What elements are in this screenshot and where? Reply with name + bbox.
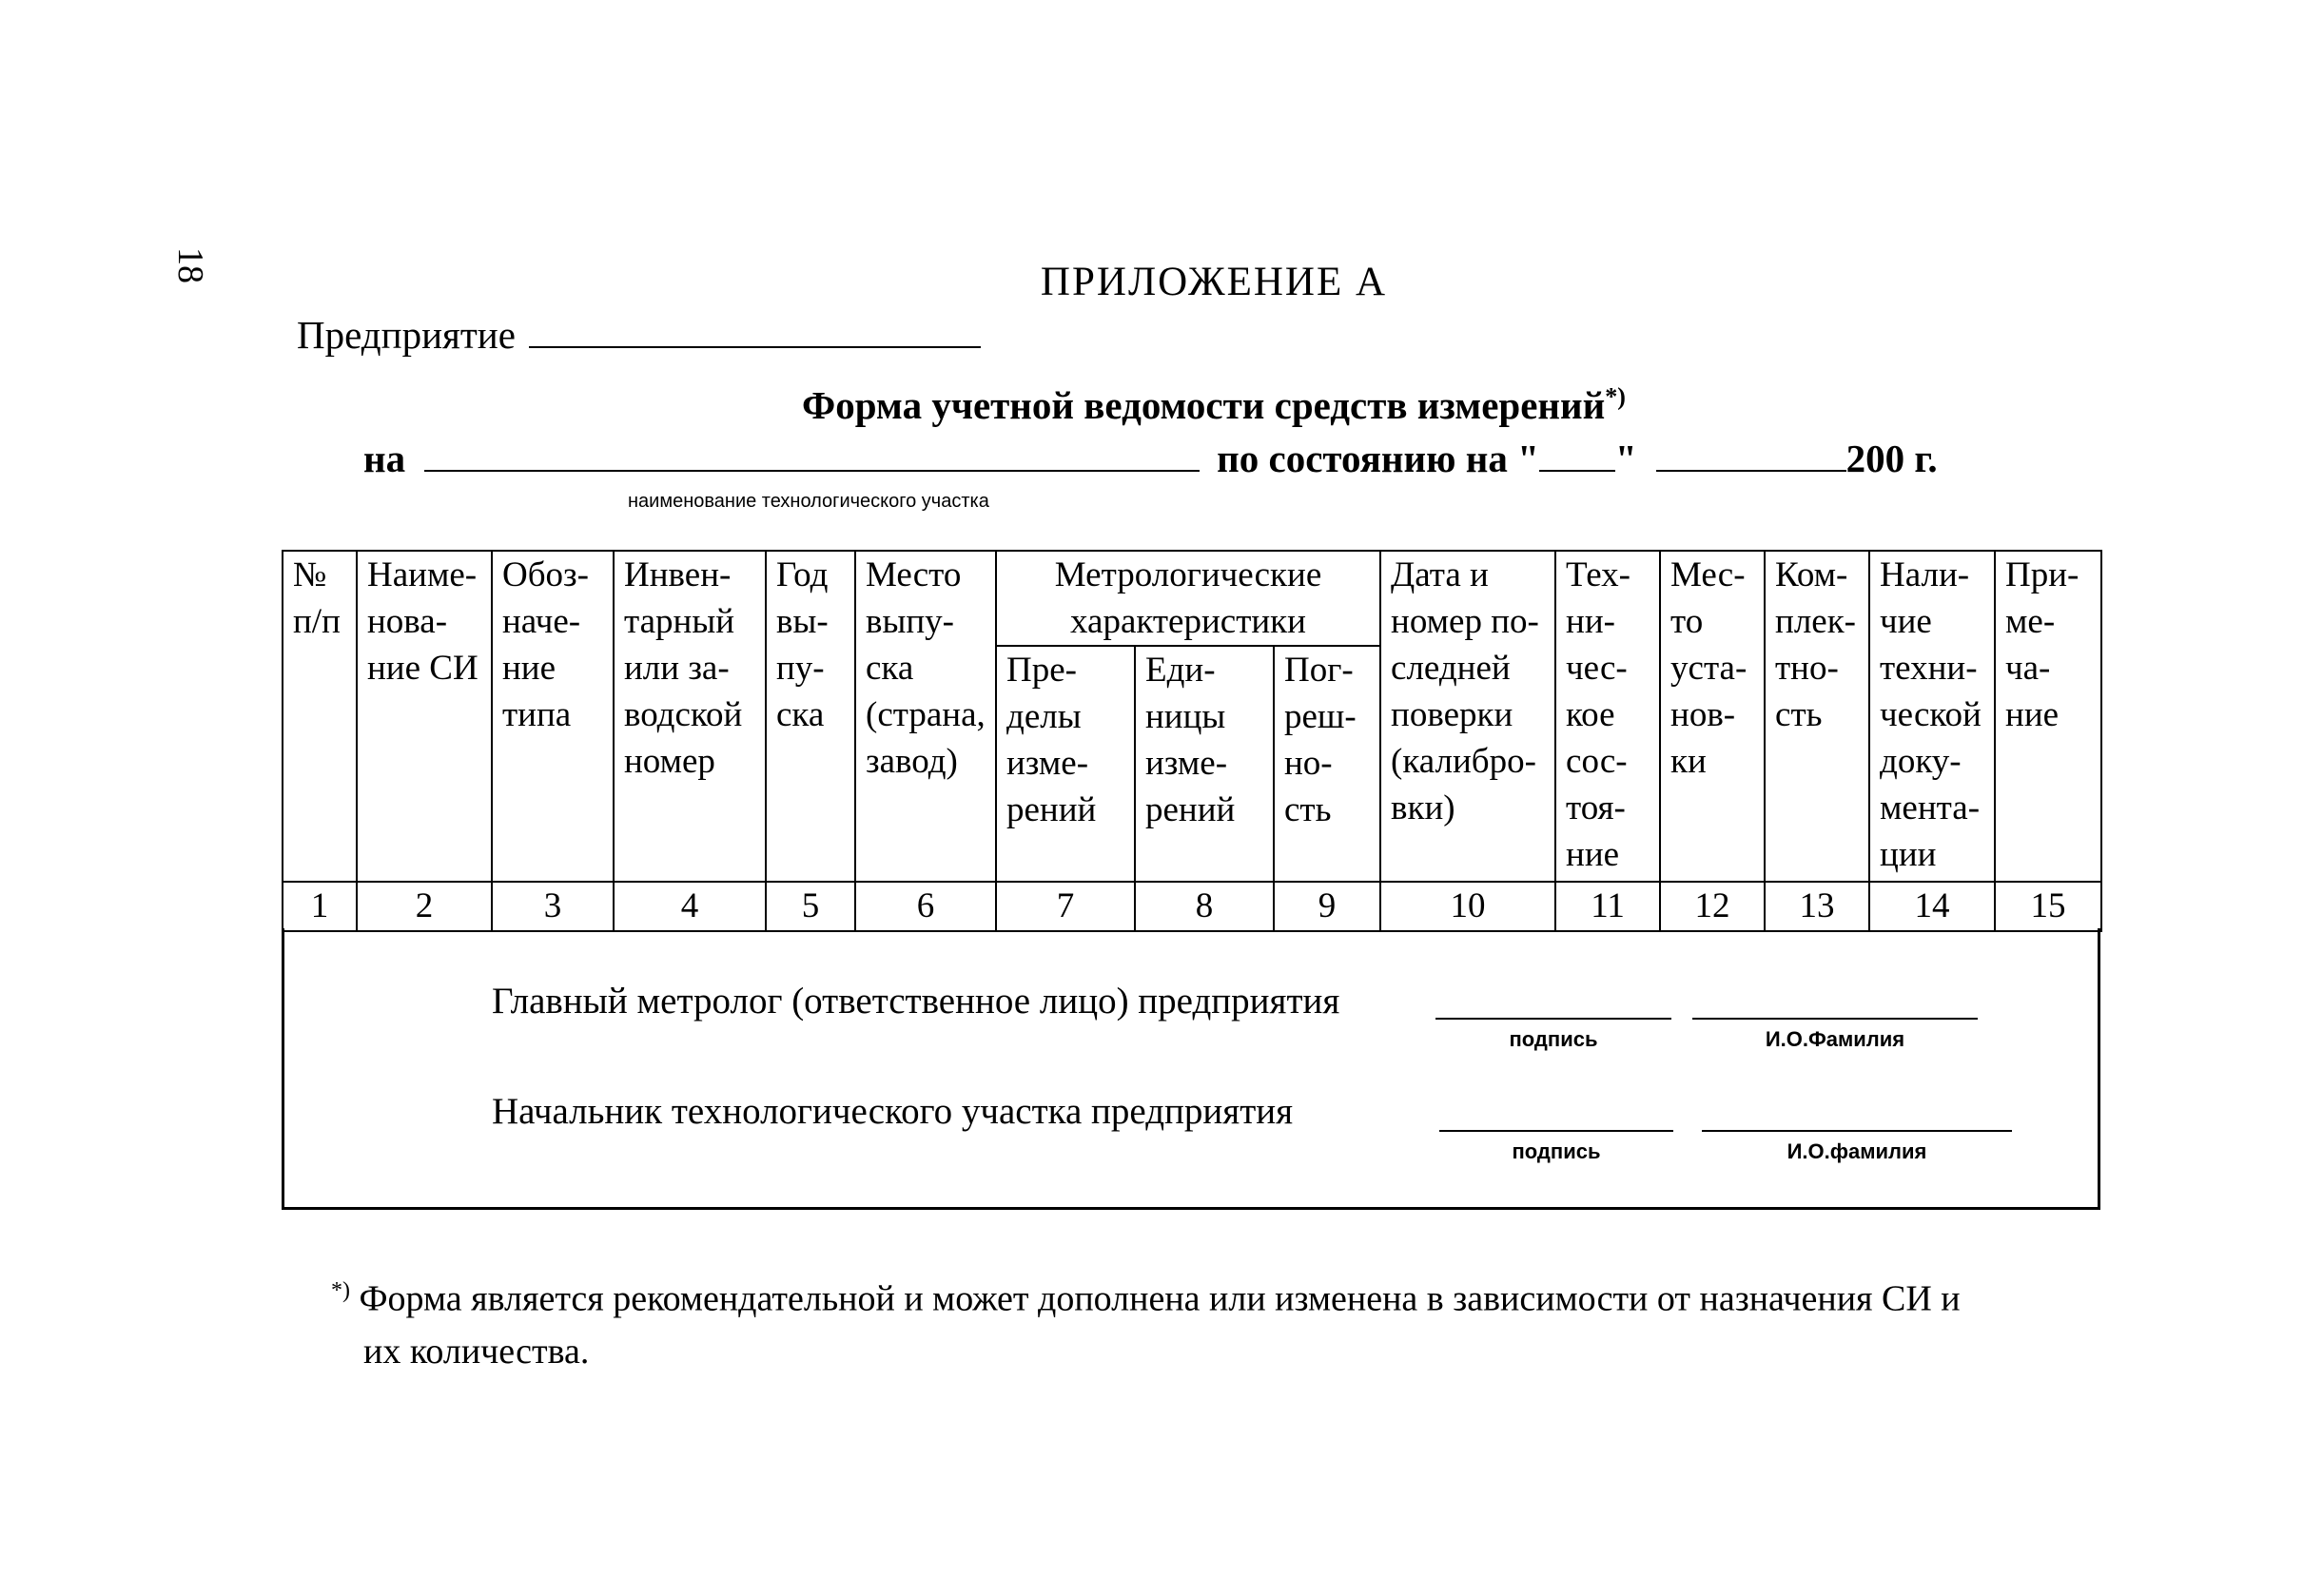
footnote-marker: *) — [1605, 382, 1626, 411]
month-blank[interactable] — [1656, 443, 1846, 472]
header-year: Год вы- пу- ска — [766, 551, 855, 882]
footnote-line1: Форма является рекомендательной и может дополнена или изменена в зависимости от назначения СИ и — [359, 1278, 1961, 1319]
column-number: 13 — [1765, 882, 1869, 931]
chief-name-line[interactable] — [1692, 1018, 1978, 1020]
header-error: Пог- реш- но- сть — [1274, 646, 1380, 882]
column-number: 15 — [1995, 882, 2101, 931]
appendix-title: ПРИЛОЖЕНИЕ А — [1040, 260, 1388, 304]
area-head-label: Начальник технологического участка предприятия — [492, 1091, 1294, 1132]
ledger-table — [282, 550, 2102, 932]
area-blank[interactable] — [424, 443, 1200, 472]
column-number: 12 — [1660, 882, 1765, 931]
chief-signature-line[interactable] — [1435, 1018, 1671, 1020]
area-head-name-line[interactable] — [1702, 1130, 2012, 1132]
header-units: Еди- ницы изме- рений — [1135, 646, 1274, 882]
footnote-marker: *) — [331, 1278, 350, 1303]
header-num: № п/п — [283, 551, 357, 882]
column-number: 8 — [1135, 882, 1274, 931]
header-metrology-group: Метрологические характеристики — [996, 551, 1380, 646]
subtitle-as-of: по состоянию на " — [1217, 437, 1539, 480]
form-title-text: Форма учетной ведомости средств измерений — [802, 383, 1606, 427]
header-limits: Пре- делы изме- рений — [996, 646, 1135, 882]
header-verification: Дата и номер по- следней поверки (калибро- вки) — [1380, 551, 1555, 882]
day-blank[interactable] — [1539, 443, 1615, 472]
header-origin: Место выпу- ска (страна, завод) — [855, 551, 996, 882]
column-number: 11 — [1555, 882, 1660, 931]
signature-block — [282, 928, 2100, 1210]
column-number: 1 — [283, 882, 357, 931]
column-number: 5 — [766, 882, 855, 931]
header-documentation: Нали- чие техни- ческой доку- мента- ции — [1869, 551, 1995, 882]
chief-name-caption: И.О.Фамилия — [1765, 1027, 1905, 1051]
column-number: 9 — [1274, 882, 1380, 931]
form-subtitle — [363, 436, 1938, 481]
column-number: 14 — [1869, 882, 1995, 931]
enterprise-blank[interactable] — [529, 321, 981, 348]
enterprise-label: Предприятие — [297, 313, 516, 357]
area-head-signature-line[interactable] — [1439, 1130, 1673, 1132]
chief-signature-caption: подпись — [1509, 1027, 1598, 1051]
column-number: 2 — [357, 882, 492, 931]
footnote — [331, 1265, 2100, 1378]
header-location: Мес- то уста- нов- ки — [1660, 551, 1765, 882]
subtitle-quote-close: " — [1614, 437, 1637, 480]
header-condition: Тех- ни- чес- кое сос- тоя- ние — [1555, 551, 1660, 882]
area-head-name-caption: И.О.фамилия — [1787, 1139, 1927, 1163]
area-caption: наименование технологического участка — [628, 491, 989, 512]
column-number: 7 — [996, 882, 1135, 931]
header-note: При- ме- ча- ние — [1995, 551, 2101, 882]
header-designation: Обоз- наче- ние типа — [492, 551, 614, 882]
column-number: 10 — [1380, 882, 1555, 931]
header-completeness: Ком- плек- тно- сть — [1765, 551, 1869, 882]
enterprise-field — [297, 312, 981, 358]
form-title — [0, 382, 2304, 428]
column-number: 3 — [492, 882, 614, 931]
area-head-signature-caption: подпись — [1512, 1139, 1601, 1163]
subtitle-year: 200 г. — [1845, 437, 1938, 480]
header-inventory: Инвен- тарный или за- водской номер — [614, 551, 766, 882]
subtitle-on: на — [363, 437, 406, 480]
column-number: 6 — [855, 882, 996, 931]
column-number: 4 — [614, 882, 766, 931]
header-name: Наиме- нова- ние СИ — [357, 551, 492, 882]
chief-metrologist-label: Главный метролог (ответственное лицо) предприятия — [492, 981, 1340, 1022]
footnote-line2: их количества. — [363, 1331, 590, 1372]
page-number: 18 — [170, 247, 210, 283]
